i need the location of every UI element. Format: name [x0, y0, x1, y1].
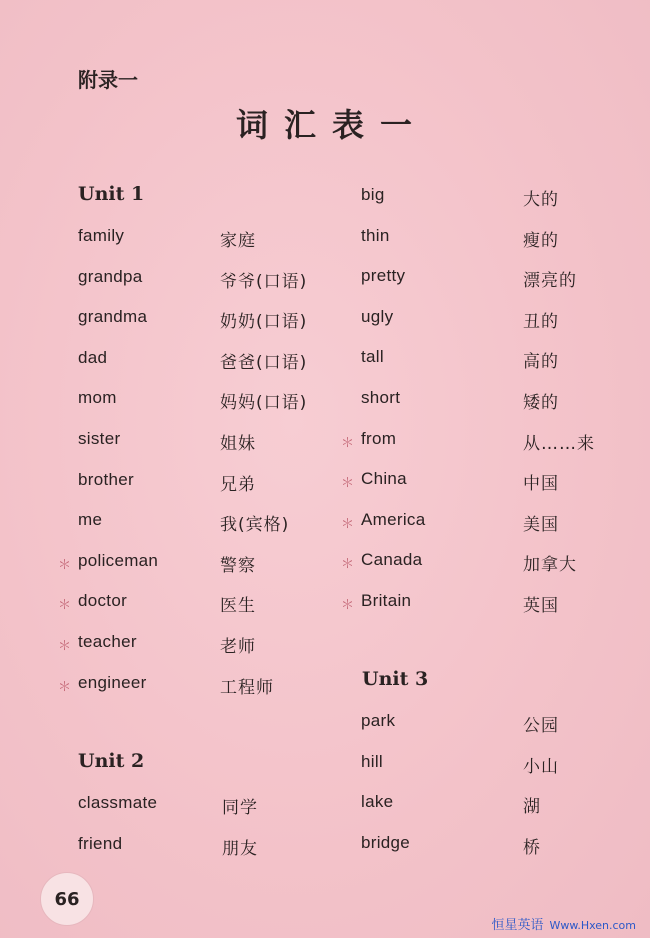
word-chinese: 同学: [222, 798, 258, 818]
watermark-brand: 恒星英语: [491, 918, 544, 933]
word-row: [78, 267, 340, 291]
word-row: [78, 793, 342, 817]
word-row: [361, 226, 643, 250]
word-english: park: [361, 711, 396, 730]
word-row: [361, 792, 643, 816]
word-row: [58, 550, 340, 576]
star-marker: ＊: [58, 598, 72, 614]
word-chinese: 中国: [523, 474, 559, 495]
word-chinese: 小山: [523, 756, 559, 777]
unit-1-heading: Unit 1: [78, 183, 145, 205]
word-chinese: 大的: [523, 190, 559, 210]
word-chinese: 朋友: [222, 838, 258, 859]
word-chinese: 工程师: [220, 677, 274, 698]
unit-2-heading: Unit 2: [78, 750, 145, 772]
word-english: sister: [78, 429, 121, 448]
word-chinese: 爷爷(口语): [220, 271, 308, 292]
unit-3-heading: Unit 3: [362, 668, 429, 690]
word-chinese: 从……来: [523, 433, 595, 454]
word-row: [361, 833, 643, 857]
word-row: [58, 632, 340, 657]
word-chinese: 医生: [220, 596, 256, 617]
word-row: [78, 510, 340, 534]
word-chinese: 漂亮的: [523, 271, 577, 292]
word-chinese: 家庭: [220, 231, 256, 251]
watermark: [491, 914, 636, 933]
word-english: friend: [78, 833, 123, 853]
word-row: [361, 711, 643, 735]
word-row: [78, 834, 342, 858]
star-marker: ＊: [58, 639, 72, 654]
word-row: [78, 348, 340, 372]
word-chinese: 奶奶(口语): [220, 312, 308, 333]
word-english: hill: [361, 751, 383, 771]
star-marker: ＊: [341, 557, 355, 573]
word-row: [341, 550, 643, 576]
word-chinese: 妈妈(口语): [220, 393, 308, 414]
appendix-label: 附录一: [78, 68, 138, 92]
word-chinese: 瘦的: [523, 230, 559, 251]
word-english: from: [361, 428, 397, 448]
star-marker: ＊: [341, 598, 355, 613]
word-english: short: [361, 388, 401, 407]
word-english: China: [361, 469, 407, 489]
word-english: grandma: [78, 307, 148, 327]
word-chinese: 我(宾格): [220, 515, 290, 536]
word-english: bridge: [361, 832, 411, 852]
word-row: [78, 307, 340, 331]
word-english: dad: [78, 347, 108, 367]
word-english: doctor: [78, 591, 128, 611]
page-title: 词汇表一: [235, 106, 428, 144]
word-row: [341, 509, 643, 535]
word-row: [361, 752, 643, 776]
word-row: [78, 226, 340, 250]
word-english: America: [361, 509, 426, 529]
word-english: policeman: [78, 550, 159, 570]
word-row: [361, 307, 643, 331]
word-chinese: 警察: [220, 555, 256, 576]
word-english: ugly: [361, 306, 394, 326]
star-marker: ＊: [341, 516, 355, 532]
word-row: [341, 469, 643, 495]
word-chinese: 公园: [523, 716, 559, 736]
word-english: teacher: [78, 632, 137, 651]
word-chinese: 桥: [523, 837, 541, 858]
word-english: engineer: [78, 672, 147, 692]
word-chinese: 姐妹: [220, 434, 256, 454]
word-english: pretty: [361, 266, 406, 286]
word-english: Canada: [361, 550, 423, 570]
word-english: tall: [361, 347, 384, 367]
word-row: [341, 591, 643, 616]
star-marker: ＊: [341, 435, 355, 451]
word-chinese: 兄弟: [220, 474, 256, 495]
star-marker: ＊: [341, 476, 355, 492]
word-chinese: 矮的: [523, 393, 559, 413]
word-chinese: 美国: [523, 514, 559, 535]
word-english: me: [78, 510, 103, 530]
word-english: family: [78, 226, 125, 245]
word-english: lake: [361, 792, 394, 812]
watermark-url: Www.Hxen.com: [549, 919, 636, 932]
word-english: mom: [78, 388, 117, 408]
word-chinese: 丑的: [523, 311, 559, 332]
star-marker: ＊: [58, 557, 72, 573]
word-row: [361, 185, 643, 209]
word-english: big: [361, 185, 385, 204]
page-number: 66: [40, 872, 94, 926]
word-chinese: 爸爸(口语): [220, 352, 308, 373]
word-english: classmate: [78, 793, 158, 812]
word-row: [361, 388, 643, 412]
word-row: [361, 347, 643, 371]
star-marker: ＊: [58, 679, 72, 695]
word-chinese: 加拿大: [523, 555, 577, 576]
word-row: [78, 470, 340, 494]
word-english: thin: [361, 225, 390, 245]
word-row: [78, 429, 340, 453]
word-chinese: 湖: [523, 797, 541, 818]
word-english: Britain: [361, 591, 412, 610]
word-row: [58, 591, 340, 617]
word-chinese: 英国: [523, 596, 559, 616]
word-row: [341, 428, 643, 454]
word-row: [58, 672, 340, 698]
word-chinese: 高的: [523, 352, 559, 373]
word-chinese: 老师: [220, 637, 256, 657]
word-english: grandpa: [78, 266, 143, 286]
word-row: [78, 388, 340, 412]
word-row: [361, 266, 643, 290]
word-english: brother: [78, 469, 134, 489]
